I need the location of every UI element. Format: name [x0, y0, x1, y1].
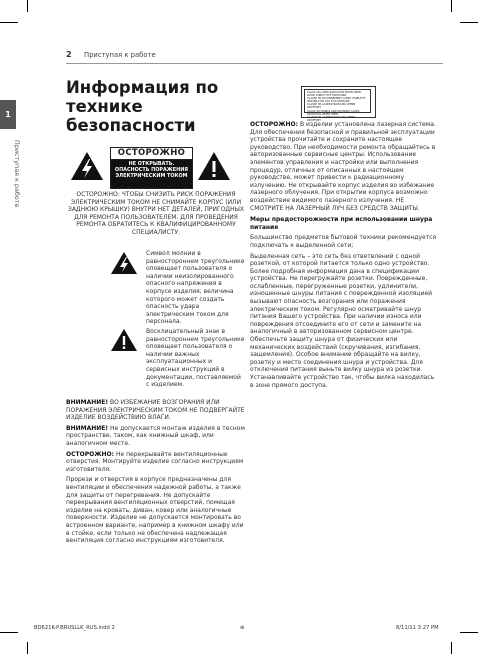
caution-text-inline: Не перекрывайте вентиляционные отверстия. Монтируйте изделие согласно инструкциям изготовителя. — [66, 450, 244, 473]
warning-label: ВНИМАНИЕ! — [66, 424, 109, 432]
footer-date: 8/11/11 3:27 PM — [396, 625, 439, 631]
lightning-text: Символ молнии в равностороннем треугольнике оповещает пользователя о наличии неизолированного опасного напряжения в корпусе изделия, величина которого может создать опасность удара электрическим током для персонала. — [146, 250, 245, 326]
exclamation-text: Восклицательный знак в равностороннем треугольнике оповещает пользователя о наличии важных эксплуатационных и сервисных инструкций в документации, поставляемой с изделием. — [146, 328, 245, 389]
chapter-tab: 1 — [0, 100, 16, 129]
laser-line: CLASSE 3R RAYONNEMENT LASER VISIBLE ET INVISIBLE EN CAS D'OUVERTURE. — [307, 97, 366, 104]
page-title: Информация по технике безопасности — [66, 78, 219, 135]
footer-filename: BD621K-P.BRUSLLK_RUS.indd 2 — [34, 625, 115, 631]
exclamation-warning-icon — [197, 151, 231, 181]
header-divider — [66, 63, 443, 64]
caution-label-body: НЕ ОТКРЫВАТЬ. ОПАСНОСТЬ ПОРАЖЕНИЯ ЭЛЕКТРИЧЕСКИМ ТОКОМ — [111, 160, 192, 188]
ventilation-paragraph: Прорези и отверстия в корпусе предназначены для вентиляции и обеспечения надежной работы, а также для защиты от перегревания. Не допускайте перекрывания вентиляционных отверстий, помещая изделие на кровать, диван, ковер или аналогичные поверхности. Изделие не допускается монтировать во встроенном варианте, например в книжном шкафу или в стойке, если только не обеспечена надлежащая вентиляция согласно инструкциям изготовителя. — [66, 476, 244, 545]
laser-warning-text — [304, 89, 371, 122]
crop-mark — [27, 642, 28, 654]
page-number: 2 — [66, 50, 72, 59]
laser-caution — [250, 121, 438, 212]
crop-mark — [0, 632, 18, 633]
laser-line: CLASS 3R VISIBLE AND INVISIBLE LASER RADIATION WHEN OPEN. — [307, 109, 360, 116]
crop-mark — [27, 0, 28, 12]
power-cord-heading: Меры предосторожности при использовании шнура питания — [250, 216, 433, 231]
laser-line: CLASSE 3R LASERSTRAHLUNG WENN GEÖFFNET. — [307, 103, 356, 110]
footer-crosshair: ⊕ — [240, 625, 245, 631]
left-column — [66, 191, 246, 240]
exclamation-description — [66, 328, 246, 392]
power-cord-details: Выделенная сеть – это сеть без ответвлений с одной розеткой, от которой питается только одно устройство. Более подробная информация дана в спецификации устройства. Не перегружайте розетки. Поврежденные, ослабленные, перегруженные розетки, удлинители, изношенные шнуры питания с поврежденной изоляцией вызывают опасность возгорания или поражения электрическим током. Регулярно осматривайте шнур питания Вашего устройства. При наличии износа или повреждения отсоедините его от сети и замените на аналогичный в авторизованном сервисном центре. Обеспечьте защиту шнура от физических или механических воздействий (скручивания, изгибания, защемления). Особое внимание обращайте на вилку, розетку и место соединения шнура и устройства. Для отключения питания выньте вилку шнура из розетки. Устанавливайте устройство так, чтобы вилка находилась в зоне прямого доступа. — [250, 252, 435, 389]
crop-mark — [451, 642, 452, 654]
crop-mark — [0, 22, 18, 23]
warning-install — [66, 425, 246, 448]
crop-mark — [460, 632, 478, 633]
caution-vents — [66, 451, 246, 474]
chapter-side-label: Приступая к работе — [13, 140, 21, 208]
section-title: Приступая к работе — [84, 51, 156, 59]
laser-caution-text: В изделии установлена лазерная система. Для обеспечения безопасной и правильной эксплуатации устройства прочитайте и сохраните настоящее руководство. При необходимости ремонта обращайтесь в авторизованные сервисные центры. Использование элементов управления и настройки или выполнения процедур, отличных от описанных в настоящем руководстве, может привести к радиационному излучению. Не открывайте корпус изделия во избежание лазерного облучения. При открытии корпуса возможно воздействие видимого лазерного излучения. НЕ СМОТРИТЕ НА ЛАЗЕРНЫЙ ЛУЧ БЕЗ СРЕДСТВ ЗАЩИТЫ. — [250, 121, 436, 212]
caution-label — [110, 147, 193, 189]
caution-label-title: ОСТОРОЖНО — [111, 148, 192, 160]
lightning-description — [66, 250, 246, 329]
caution-label-inline: ОСТОРОЖНО: — [250, 121, 299, 128]
left-column-warnings — [66, 399, 246, 548]
laser-line: CLASS 3R LASER RADIATION WHEN OPEN. AVOID DIRECT EYE EXPOSURE. — [307, 91, 362, 98]
right-column — [250, 121, 438, 392]
warning-text: ВО ИЗБЕЖАНИЕ ВОЗГОРАНИЯ ИЛИ ПОРАЖЕНИЯ ЭЛЕКТРИЧЕСКИМ ТОКОМ НЕ ПОДВЕРГАЙТЕ ИЗДЕЛИЕ ВОЗДЕЙСТВИЮ ВЛАГИ. — [66, 399, 245, 422]
laser-line: CLASSE 3R LASERSTRAHLUNG WENN GEÖFFNET. — [307, 115, 356, 122]
lightning-warning-icon — [70, 151, 104, 181]
warning-moisture — [66, 399, 246, 422]
crop-mark — [460, 22, 478, 23]
warning-label: ВНИМАНИЕ! — [66, 399, 109, 406]
crop-mark — [451, 0, 452, 12]
power-cord-intro: Большинство предметов бытовой техники рекомендуется подключать к выделенной сети; — [250, 234, 437, 249]
caution-label-inline: ОСТОРОЖНО: — [66, 450, 115, 458]
caution-text: ОСТОРОЖНО: ЧТОБЫ СНИЗИТЬ РИСК ПОРАЖЕНИЯ ЭЛЕКТРИЧЕСКИМ ТОКОМ НЕ СНИМАЙТЕ КОРПУС (ИЛИ ЗАДНЮЮ КРЫШКУ) ВНУТРИ НЕТ ДЕТАЛЕЙ, ПРИГОДНЫХ ДЛЯ РЕМОНТА ПОЛЬЗОВАТЕЛЕМ. ДЛЯ ПРОВЕДЕНИЯ РЕМОНТА ОБРАТИТЕСЬ К КВАЛИФИЦИРОВАННОМУ СПЕЦИАЛИСТУ. — [67, 191, 245, 236]
laser-warning-label — [301, 86, 376, 122]
warning-text: Не допускается монтаж изделия в тесном пространстве, таком, как книжный шкаф, или аналогичном месте. — [66, 424, 245, 447]
